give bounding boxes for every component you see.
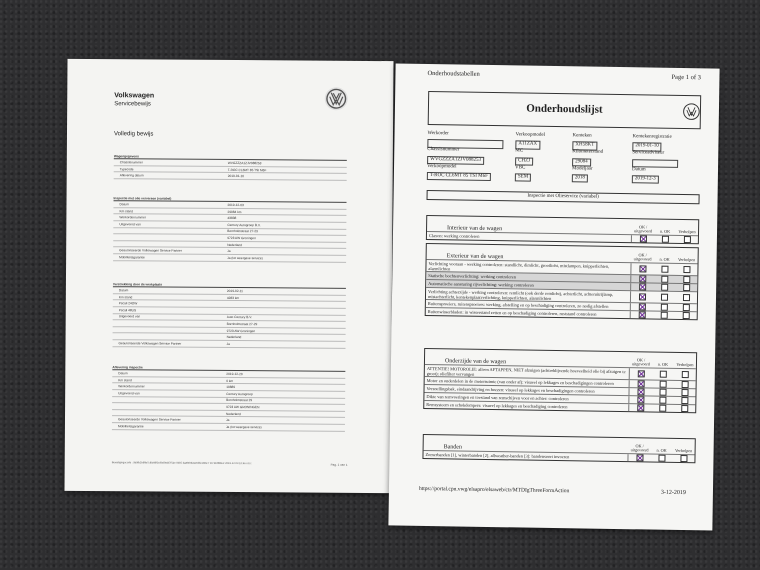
maintenance-list-sheet	[388, 63, 719, 530]
table-row: Typecode T-ROC CL6MT 85 TSI M6F	[114, 166, 347, 174]
section-title: Onderzijde van de wagen	[444, 358, 507, 366]
table-row: Pscali 24OW	[113, 301, 346, 309]
table-row: Nederland	[113, 241, 346, 249]
section-title: Banden	[443, 444, 462, 451]
not-ok-column-header: n. OK	[659, 229, 671, 235]
fixed-checkbox[interactable]	[681, 405, 688, 412]
checklist-item-text: Statische bochtenverlichting: werking controleren	[426, 272, 631, 282]
header-left-label: Onderhoudstabellen	[427, 69, 480, 78]
table-row: Nederland	[112, 410, 345, 418]
table-row: Werkordernummer 10889	[112, 384, 345, 392]
section-heading: Verstrekking door de werkplaats	[113, 281, 346, 289]
ok-checkbox[interactable]	[638, 312, 645, 319]
fixed-checkbox[interactable]	[682, 312, 689, 319]
checklist-item-text: Zomerbanden [1], winterbanden [2], allweather-banden [3]: bandensoort invoeren	[423, 451, 628, 461]
title-box	[428, 91, 702, 129]
fixed-checkbox[interactable]	[681, 389, 688, 396]
table-row: Aflevering datum 2019-01-10	[114, 173, 347, 181]
fixed-checkbox[interactable]	[681, 381, 688, 388]
grid-value-row: T-ROC CL6MT 85 TSI M6F SEM 2018 2019-12-3	[427, 172, 698, 184]
table-row: Uitgevoerd van Century Autogroep	[112, 390, 345, 398]
checklist-item-text: Ruitenwisserbladen: in wisserstand zetten en op beschadiging controleren, ruststand controleren	[426, 308, 631, 318]
table-row: Km stand 0 km	[112, 377, 345, 385]
page-title: Onderhoudslijst	[526, 102, 603, 116]
vw-logo-icon	[324, 87, 348, 111]
workshop-section	[113, 281, 346, 348]
ok-checkbox[interactable]	[638, 294, 645, 301]
not-ok-column-header: n. OK	[657, 362, 669, 368]
document-subtitle: Servicebewijs	[114, 101, 151, 108]
fixed-checkbox[interactable]	[682, 294, 689, 301]
checklist-item-text: Motor en onderdelen in de motorruimte (van onder af): visueel op lekkages en beschadigingen controleren	[425, 377, 630, 387]
ok-column-header: OK / uitgevoerd	[633, 252, 652, 262]
table-row: 9723 AW Groningen	[113, 327, 346, 335]
ok-column-header: OK / uitgevoerd	[634, 224, 653, 234]
fixed-checkbox[interactable]	[683, 276, 690, 283]
not-ok-checkbox[interactable]	[660, 304, 667, 311]
table-row: Km stand 29084 km	[113, 208, 346, 216]
section-title: Exterieur van de wagen	[446, 253, 504, 261]
section-heading: Wagengegevens	[114, 153, 347, 161]
not-ok-checkbox[interactable]	[659, 405, 666, 412]
checklist-item-text: Claxon: werking controleren	[427, 232, 632, 242]
fixed-checkbox[interactable]	[683, 236, 690, 243]
table-row: Nederland	[113, 334, 346, 342]
not-ok-checkbox[interactable]	[661, 284, 668, 291]
not-ok-column-header: n. OK	[659, 257, 670, 263]
not-ok-checkbox[interactable]	[659, 389, 666, 396]
grid-value-row: A11ZAX XH58KT 2019-01-10	[427, 139, 698, 151]
checklist-item-text: Verlichting achterzijde - werking controleren: remlicht (ook derde remlicht), achterlicht, achteruitrijlamp, mistachterlicht, kentekenplaatverlichting, knipperlichten, alarmlichten	[426, 288, 631, 302]
checklist-item-text: Remsysteem en schokdempers: visueel op lekkages en beschadiging controleren	[424, 401, 629, 411]
ok-checkbox[interactable]	[637, 389, 644, 396]
checklist-item-text: ATTENTIE! MOTOROLIE: alleen AFTAPPEN, NIET afzuigen (achterblijvende hoeveelheid olie bij afzuigen te groot); oliefilter vervangen	[425, 365, 630, 379]
checklist-section	[422, 434, 695, 463]
ok-checkbox[interactable]	[639, 284, 646, 291]
section-heading: Aflevering inspectie	[112, 364, 345, 372]
delivery-inspection-section	[112, 364, 345, 431]
vw-logo-icon	[683, 103, 700, 120]
fixed-column-header: Verholpen	[678, 229, 696, 235]
not-ok-checkbox[interactable]	[661, 276, 668, 283]
not-ok-checkbox[interactable]	[658, 455, 665, 462]
table-row: Chassisnummer WVGZZZA1ZJV088253	[114, 159, 347, 167]
not-ok-checkbox[interactable]	[659, 371, 666, 378]
table-row: 9723 AW Groningen	[113, 234, 346, 242]
table-row: Mobiliteitsgarantie Ja (tot weergave service)	[113, 254, 346, 262]
fixed-checkbox[interactable]	[681, 371, 688, 378]
checklist-item-text: Verlichting vooraan - werking controleren: standlicht, dimlicht, grootlicht, mistlampen, knipperlichten, alarmlichten	[426, 260, 631, 274]
security-code-footer: Beveiligingscode : 9b9fb2b8ffa7cf8d49f3c9bd9a3f7f54e 0bb5 da8f6f3f2a45bfe1f3bc7 1b 9188BEZ 2019-12-03 10:46 n.b.t	[111, 461, 252, 466]
not-ok-checkbox[interactable]	[659, 381, 666, 388]
document-title: Volledig bewijs	[113, 131, 154, 138]
checklist-item-text: Ruitensproeiers, ruitensproeiers: werking, afstelling en op beschadiging controleren, zo nodig afstellen	[426, 300, 631, 310]
fixed-column-header: Verholpen	[677, 257, 696, 263]
fixed-checkbox[interactable]	[680, 455, 687, 462]
checklist-section	[425, 243, 699, 321]
ok-checkbox[interactable]	[639, 276, 646, 283]
not-ok-checkbox[interactable]	[660, 312, 667, 319]
checklist-item-text: Versnellingsbak, eindaandrijving en hoezen: visueel op lekkages en beschadigingen controleren	[424, 385, 629, 395]
grid-label-row: Verkoopmodel VBC Modeljaar Datum	[426, 163, 646, 173]
checklist-item-text: Automatische aansturing rijverlichting: werking controleren	[426, 280, 631, 290]
ok-checkbox[interactable]	[639, 235, 646, 242]
brand-name: Volkswagen	[114, 92, 155, 100]
ok-checkbox[interactable]	[639, 265, 646, 272]
ok-checkbox[interactable]	[637, 397, 644, 404]
source-url: https://portal.cpn.vwg/elsapro/elsaweb/ctr/MTDIgThreeFormAction	[418, 485, 570, 495]
oil-service-section	[113, 195, 346, 262]
table-row: Mobiliteitsgarantie Ja (tot weergave service)	[112, 423, 345, 431]
ok-column-header: OK / uitgevoerd	[630, 443, 649, 453]
grid-label-row: Werkorder Verkoopmodel Kenteken Kentekenregistratie	[427, 130, 672, 140]
ok-column-header: OK / uitgevoerd	[631, 357, 650, 367]
table-row: Datum 2019-12-20	[112, 370, 345, 378]
fixed-column-header: Verholpen	[676, 362, 694, 368]
table-row: Bornholmstraat 29	[112, 397, 345, 405]
table-row: Datum 2019-02-11	[113, 287, 346, 295]
table-row: Km stand 4283 km	[113, 294, 346, 302]
not-ok-checkbox[interactable]	[659, 397, 666, 404]
checklist-item-text: Dikte van remvoeringen en toestand van remschijven voor en achter: controleren	[424, 393, 629, 403]
table-row: Werkordernummer 43838	[113, 215, 346, 223]
section-title: Interieur van de wagen	[447, 225, 503, 233]
page-indicator: Page 1 of 3	[671, 73, 701, 82]
ok-checkbox[interactable]	[636, 454, 643, 461]
checklist-section	[426, 215, 699, 244]
fixed-checkbox[interactable]	[681, 397, 688, 404]
grid-label-row: Chassisnummer MC Kilometerstand Serviceadviseur	[427, 147, 665, 157]
table-row: Uitgevoerd van Century Autogroep B.V.	[113, 221, 346, 229]
vehicle-data-section	[114, 153, 347, 181]
table-row: Pscali 48US	[113, 307, 346, 315]
not-ok-checkbox[interactable]	[661, 236, 668, 243]
table-row: Geautoriseerde Volkswagen Service Partner Ja	[112, 417, 345, 425]
service-certificate-sheet	[64, 59, 393, 493]
table-row: Uitgevoerd van Auto Century B.V.	[113, 314, 346, 322]
fixed-checkbox[interactable]	[683, 284, 690, 291]
table-row: Geautoriseerde Volkswagen Service Partner Ja	[113, 340, 346, 348]
table-row: Datum 2019-12-03	[113, 201, 346, 209]
ok-checkbox[interactable]	[637, 405, 644, 412]
print-date: 3-12-2019	[660, 489, 686, 497]
ok-checkbox[interactable]	[637, 370, 644, 377]
grid-value-row: WVGZZZA1ZJV088253 CHZJ 29084	[427, 156, 698, 168]
not-ok-checkbox[interactable]	[660, 294, 667, 301]
not-ok-checkbox[interactable]	[661, 266, 668, 273]
ok-checkbox[interactable]	[638, 304, 645, 311]
fixed-checkbox[interactable]	[683, 266, 690, 273]
checklist-section	[423, 348, 697, 413]
table-row: Bornholmstraat 27-29	[113, 228, 346, 236]
ok-checkbox[interactable]	[637, 381, 644, 388]
fixed-column-header: Verholpen	[674, 448, 693, 454]
table-row: 9723 AW GRONINGEN	[112, 403, 345, 411]
fixed-checkbox[interactable]	[682, 304, 689, 311]
page-number: Pag. 1 van 1	[330, 462, 348, 467]
inspection-type-bar: Inspectie met Olieservice (variabel)	[427, 190, 700, 204]
vehicle-info-grid	[427, 131, 699, 184]
not-ok-column-header: n. OK	[656, 448, 667, 454]
section-heading: Inspectie met olie verversen (variabel)	[114, 195, 347, 203]
table-row: Bornholmstraat 27-29	[113, 320, 346, 328]
table-row: Geautoriseerde Volkswagen Service Partner Ja	[113, 248, 346, 256]
